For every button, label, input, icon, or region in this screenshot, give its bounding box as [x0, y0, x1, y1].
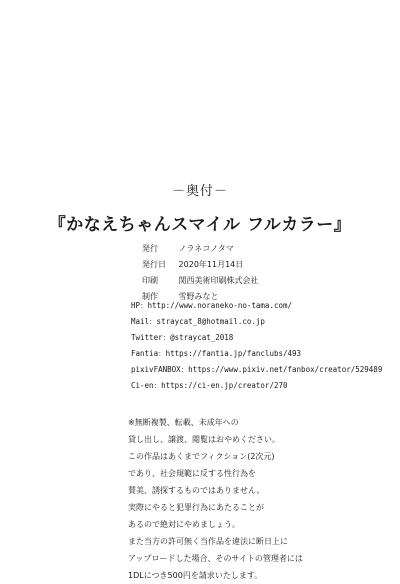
- fanbox-link: pixivFANBOX：https://www.pixiv.net/fanbox/creator/529489: [131, 365, 383, 374]
- notice-line: 貸し出し、譲渡、閲覧はおやめください。: [128, 435, 280, 444]
- author-label: 制作: [142, 292, 158, 301]
- notice-line: また当方の許可無く当作品を違法に断日上に: [128, 537, 288, 546]
- fantia-link: Fantia：https://fantia.jp/fanclubs/493: [131, 349, 302, 358]
- author-value: 雪野みなと: [178, 292, 219, 301]
- printer-row: [142, 273, 259, 289]
- notice-line: 賛美、誘探するものではありません。: [128, 486, 265, 495]
- printer-value: 関西美術印刷株式会社: [178, 276, 259, 285]
- notice-line: あるので絶対にやめましょう。: [128, 520, 240, 529]
- notice-line: 1DLにつき500円を請求いたします。: [128, 571, 263, 580]
- notice-line: アップロードした場合、そのサイトの管理者には: [128, 554, 303, 563]
- publication-info: [142, 241, 259, 305]
- book-title: 『かなえちゃんスマイル フルカラー』: [48, 215, 352, 235]
- publish-date-label: 発行日: [142, 260, 166, 269]
- contact-links: [131, 298, 382, 394]
- publish-date-value: 2020年11月14日: [178, 260, 244, 269]
- legal-notice: [128, 414, 303, 584]
- notice-line: であり、社会規範に反する性行為を: [128, 469, 256, 478]
- printer-label: 印刷: [142, 276, 158, 285]
- cien-link: Ci-en：https://ci-en.jp/creator/270: [131, 381, 288, 390]
- publisher-row: [142, 241, 259, 257]
- notice-line: この作品はあくまでフィクション(2次元): [128, 452, 275, 461]
- notice-line: 実際にやると犯罪行為にあたることが: [128, 503, 264, 512]
- okuzuke-heading: －奥付－: [171, 184, 228, 199]
- homepage-link: HP：http://www.noraneko-no-tama.com/: [131, 301, 293, 310]
- twitter-link: Twitter：@straycat_2018: [131, 333, 234, 342]
- notice-line: ※無断複製、転載、未成年への: [128, 418, 239, 427]
- publisher-value: ノラネコノタマ: [178, 244, 234, 253]
- mail-link: Mail：straycat_8@hotmail.co.jp: [131, 317, 265, 326]
- publish-date-row: [142, 257, 259, 273]
- publisher-label: 発行: [142, 244, 158, 253]
